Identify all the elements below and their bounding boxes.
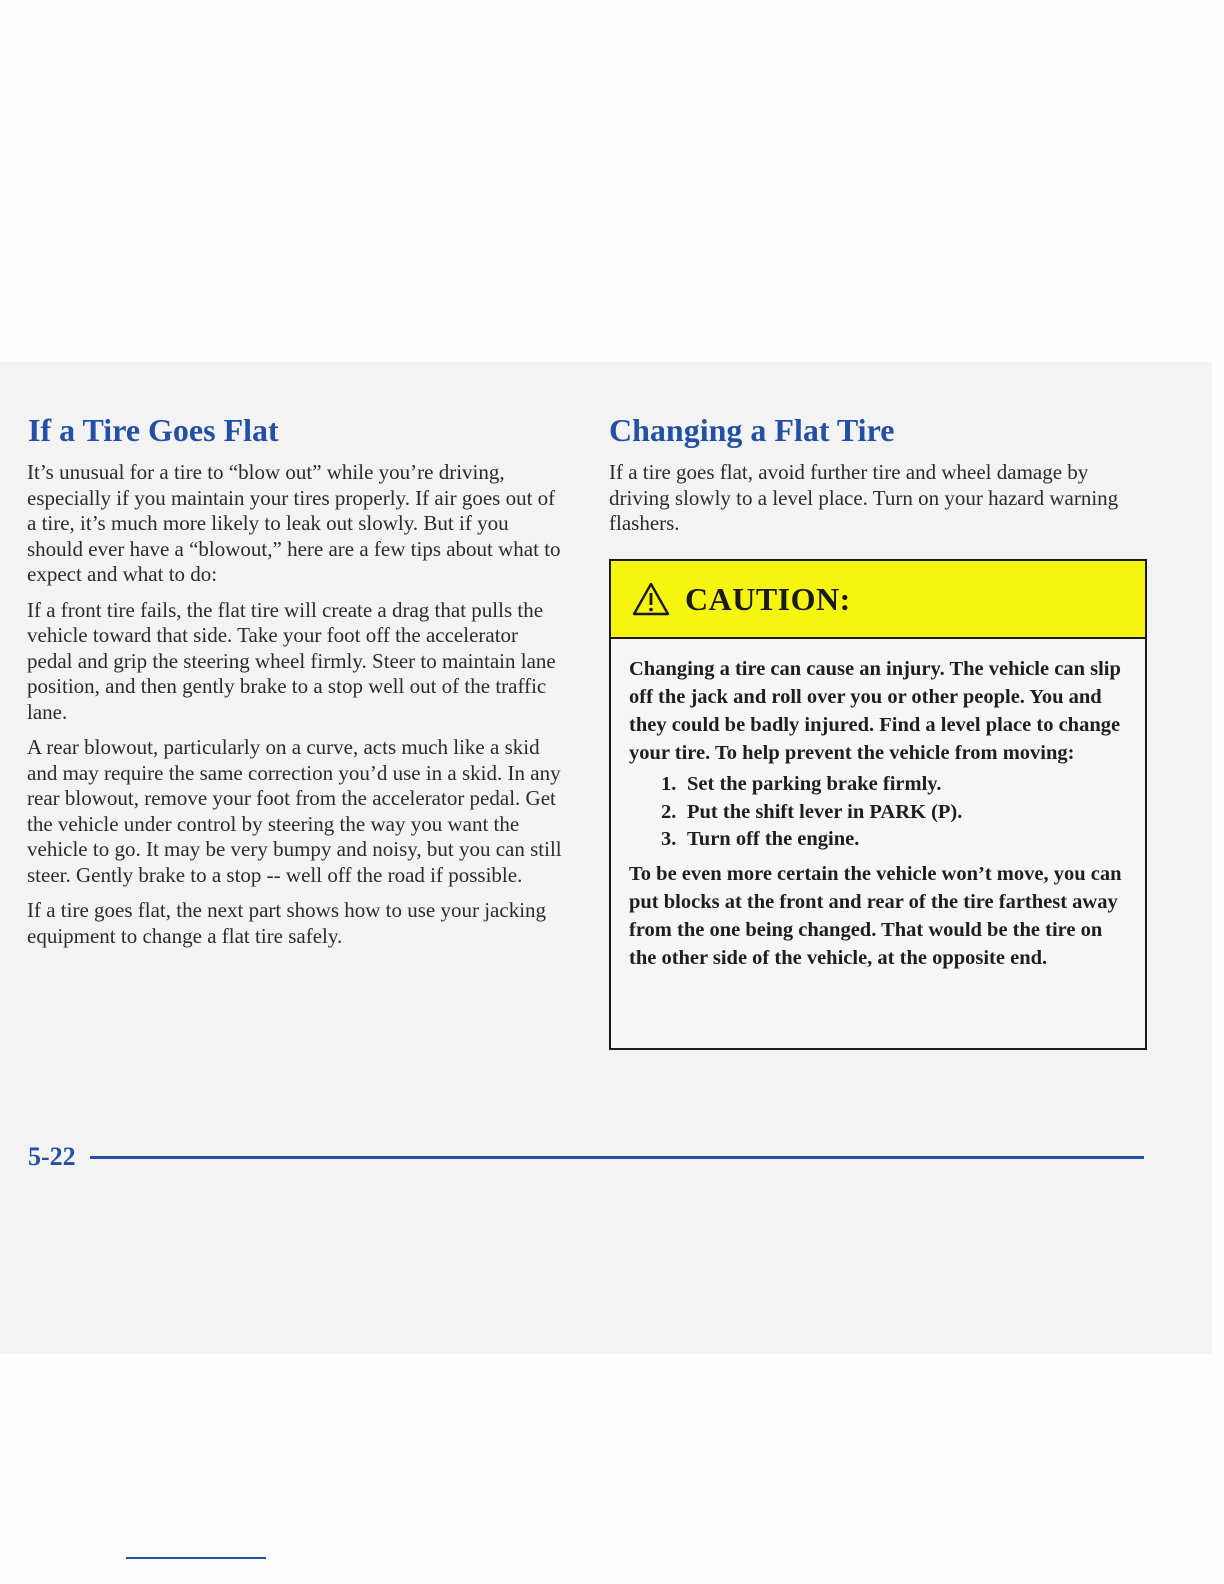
step-text: Put the shift lever in PARK (P). — [687, 800, 963, 823]
section-title-flat-tire: If a Tire Goes Flat — [28, 412, 279, 448]
caution-box — [609, 559, 1147, 1050]
bottom-rule-mark — [126, 1557, 266, 1559]
paragraph-blowout-intro: It’s unusual for a tire to “blow out” while you’re driving, especially if you maintain your tires properly. If air goes out of a tire, it’s much more likely to leak out slowly. But if you should ever have a “blowout,” here are a few tips about what to expect and what to do: — [27, 460, 561, 586]
footer-divider — [90, 1156, 1144, 1159]
paragraph-rear-blowout: A rear blowout, particularly on a curve, acts much like a skid and may require the same correction you’d use in a skid. In any rear blowout, remove your foot from the accelerator pedal. Get the vehicle under control by steering the way you want the vehicle to go. It may be very bumpy and noisy, but you can still steer. Gently brake to a stop -- well off the road if possible. — [27, 735, 562, 887]
caution-label: CAUTION: — [685, 580, 851, 617]
left-column — [27, 460, 567, 959]
right-column — [609, 460, 1139, 547]
paragraph-next-part: If a tire goes flat, the next part shows how to use your jacking equipment to change a flat tire safely. — [27, 898, 547, 948]
caution-intro-text: Changing a tire can cause an injury. The vehicle can slip off the jack and roll over you or other people. You and they could be badly injured. Find a level place to change your tire. To help prevent the vehicle from moving: — [629, 658, 1121, 764]
caution-step — [629, 826, 1127, 854]
caution-body — [611, 639, 1145, 972]
step-text: Set the parking brake firmly. — [687, 773, 942, 795]
caution-outro-text: To be even more certain the vehicle won’t move, you can put blocks at the front and rear of the tire farthest away from the one being changed. That would be the tire on the other side of the vehicle, at the opposite end. — [629, 862, 1122, 969]
caution-step — [629, 771, 1127, 799]
caution-header — [611, 561, 1145, 639]
step-number: 3. — [661, 828, 677, 850]
paragraph-changing-intro: If a tire goes flat, avoid further tire and wheel damage by driving slowly to a level place. Turn on your hazard warning flashers. — [609, 460, 1119, 535]
caution-steps-list — [629, 771, 1127, 854]
step-number: 1. — [661, 773, 677, 795]
caution-step — [629, 799, 1127, 827]
section-title-changing-tire: Changing a Flat Tire — [609, 412, 895, 448]
page-number: 5-22 — [28, 1142, 76, 1171]
step-text: Turn off the engine. — [687, 828, 860, 850]
step-number: 2. — [661, 800, 677, 823]
paragraph-front-tire: If a front tire fails, the flat tire will create a drag that pulls the vehicle toward that side. Take your foot off the accelerator pedal and grip the steering wheel firmly. Steer to maintain lane position, and then gently brake to a stop well out of the traffic lane. — [27, 597, 556, 724]
warning-triangle-icon — [631, 581, 671, 617]
